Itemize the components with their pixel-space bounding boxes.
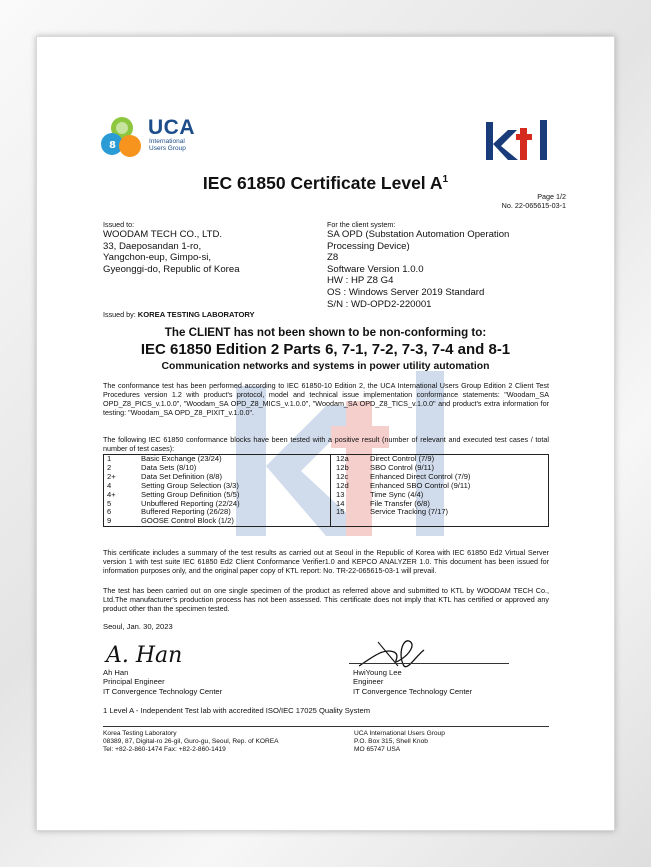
block-number: 4 <box>107 480 112 490</box>
ktl-logo <box>484 116 556 162</box>
block-name: Basic Exchange (23/24) <box>138 455 331 464</box>
signature-hwiyoung-lee <box>354 636 429 672</box>
block-name: Buffered Reporting (26/28) <box>138 508 331 517</box>
ktl-logo-icon <box>484 116 556 162</box>
svg-text:8: 8 <box>109 140 116 151</box>
block-number: 6 <box>107 507 112 517</box>
blocks-intro-paragraph: The following IEC 61850 conformance blocks have been tested with a positive result (number of relevant and executed test cases / total number of test cases): <box>103 435 549 453</box>
signature-ah-han: A. Han <box>106 643 183 668</box>
conformance-blocks-table <box>103 454 549 527</box>
block-name: File Transfer (6/8) <box>370 498 430 508</box>
block-name: SBO Control (9/11) <box>370 462 435 472</box>
block-name: Time Sync (4/4) <box>370 489 424 499</box>
issued-to-address: WOODAM TECH CO., LTD. 33, Daeposandan 1-ro, Yangchon-eup, Gimpo-si, Gyeonggi-do, Republic of Korea <box>103 229 240 275</box>
ktl-address: Korea Testing Laboratory 08389, 87, Digital-ro 26-gil, Guro-gu, Seoul, Rep. of KOREA Tel: +82-2-860-1474 Fax: +82-2-860-1419 <box>103 730 279 753</box>
block-name <box>367 517 549 526</box>
client-system-details: SA OPD (Substation Automation Operation Processing Device) Z8 Software Version 1.0.0 HW : HP Z8 G4 OS : Windows Server 2019 Standard S/N : WD-OPD2-220001 <box>327 229 510 310</box>
block-name: Enhanced Direct Control (7/9) <box>370 471 471 481</box>
block-number: 12a <box>336 454 349 463</box>
issued-by: Issued by: KOREA TESTING LABORATORY <box>103 310 255 319</box>
block-name: Enhanced SBO Control (9/11) <box>370 480 471 490</box>
block-number: 12b <box>336 462 349 472</box>
certificate-title: IEC 61850 Certificate Level $A^1$ <box>202 173 449 193</box>
block-name: Setting Group Selection (3/3) <box>138 482 331 491</box>
footer-divider <box>103 726 549 727</box>
block-number: 15 <box>336 507 345 517</box>
block-number: 2 <box>107 462 112 472</box>
signature-line <box>349 663 509 664</box>
conformance-paragraph: The conformance test has been performed according to IEC 61850-10 Edition 2, the UCA International Users Group Edition 2 Client Test Procedures version 1.2 with product's protocol, model and technical issue implementation conformance statements: "Woodam_SA OPD_Z8_PICS_v.1.0.0", "Woodam_SA OPD_Z8_MICS_v.1.0.0", "Woodam_SA OPD_Z8_TICS_v.1.0.0" and product's extra information for testing: "Woodam_SA OPD_Z8_PIXIT_v.1.0.0". <box>103 381 549 417</box>
uca-logo-text: UCA <box>148 116 195 139</box>
block-name: GOOSE Control Block (1/2) <box>138 517 331 526</box>
block-name: Unbuffered Reporting (22/24) <box>138 500 331 509</box>
scope-heading: Communication networks and systems in power utility automation <box>161 361 490 372</box>
signatory-left: Ah Han Principal Engineer IT Convergence Technology Center <box>103 668 223 696</box>
issue-place-date: Seoul, Jan. 30, 2023 <box>103 622 173 631</box>
uca-logo <box>100 114 200 164</box>
table-row <box>104 517 549 526</box>
block-number: 12c <box>336 471 349 481</box>
signatory-right: HwiYoung Lee Engineer IT Convergence Technology Center <box>353 668 473 696</box>
block-name: Data Sets (8/10) <box>138 464 331 473</box>
uca-emblem-icon <box>100 114 146 164</box>
block-number: 1 <box>107 454 112 463</box>
block-name: Data Set Definition (8/8) <box>138 473 331 482</box>
issued-to-label: Issued to: <box>103 220 135 229</box>
block-name: Service Tracking (7/17) <box>370 507 449 517</box>
uca-logo-subtext: International Users Group <box>149 138 186 152</box>
block-number: 14 <box>336 498 345 508</box>
block-number: 2+ <box>107 471 116 481</box>
client-system-section <box>327 220 567 310</box>
page-info: Page 1/2 No. 22-065615-03-1 <box>501 192 566 210</box>
block-number: 4+ <box>107 489 116 499</box>
summary-paragraph: This certificate includes a summary of the test results as carried out at Seoul in the Republic of Korea with IEC 61850 Ed2 Virtual Server version 1 with test suite IEC 61850 Ed2 Client Conformance Verifier1.0 and KEPCO ANALYZER 1.0. This document has been issued for information purposes only, and the original paper copy of KTL report: No. TR-22-065615-03-1 will prevail. <box>103 548 549 575</box>
client-system-label: For the client system: <box>327 220 396 229</box>
footnote: 1 Level A - Independent Test lab with accredited ISO/IEC 17025 Quality System <box>103 706 371 715</box>
non-conforming-statement: The CLIENT has not been shown to be non-conforming to: <box>164 326 487 339</box>
block-number: 5 <box>107 498 112 508</box>
specimen-paragraph: The test has been carried out on one single specimen of the product as referred above and submitted to KTL by WOODAM TECH Co., Ltd.The manufacturer's production process has not been assessed. This certificate does not imply that KTL has certified or approved any product other than the specimen tested. <box>103 586 549 613</box>
block-name: Setting Group Definition (5/5) <box>138 491 331 500</box>
block-number: 13 <box>336 489 345 499</box>
block-name: Direct Control (7/9) <box>370 454 435 463</box>
edition-parts-heading: IEC 61850 Edition 2 Parts 6, 7-1, 7-2, 7-3, 7-4 and 8-1 <box>140 341 511 358</box>
issued-to-section <box>103 220 333 275</box>
certificate-page <box>36 36 615 831</box>
block-number: 12d <box>336 480 349 490</box>
block-number: 9 <box>107 516 112 526</box>
block-number <box>331 517 368 526</box>
uca-address: UCA International Users Group P.O. Box 315, Shell Knob MO 65747 USA <box>354 730 445 753</box>
